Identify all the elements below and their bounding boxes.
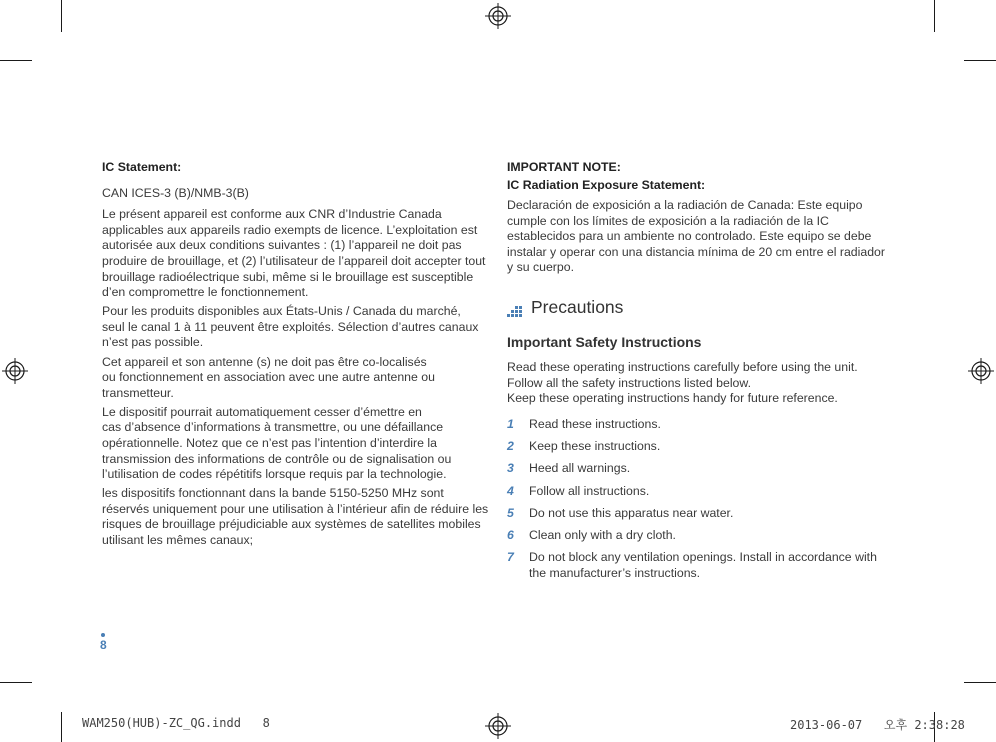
paragraph: CAN ICES-3 (B)/NMB-3(B) [102, 185, 249, 200]
list-text: Read these instructions. [529, 417, 661, 431]
list-text: Follow all instructions. [529, 484, 650, 498]
crop-mark [0, 60, 32, 61]
crop-mark [0, 682, 32, 683]
right-column [507, 158, 907, 588]
important-note-heading: IMPORTANT NOTE: [507, 160, 621, 174]
paragraph: Le dispositif pourrait automatiquement cesser d’émettre en cas d’absence d’informations à transmettre, ou une défaillance opérationnelle. Notez que ce n’est pas l’intention d’interdire la transmission des informations de contrôle ou de signalisation ou l’utilisation de codes répétitifs lorsque requis par la technologie. [102, 404, 452, 482]
list-text: Do not block any ventilation openings. Install in accordance with the manufacturer’s instructions. [529, 550, 877, 580]
list-number: 2 [507, 439, 514, 453]
list-text: Clean only with a dry cloth. [529, 528, 676, 542]
registration-mark-icon [485, 713, 511, 739]
list-number: 4 [507, 484, 514, 498]
list-text: Do not use this apparatus near water. [529, 506, 734, 520]
ic-radiation-heading: IC Radiation Exposure Statement: [507, 178, 706, 192]
list-number: 5 [507, 506, 514, 520]
registration-mark-icon [2, 358, 28, 384]
list-number: 1 [507, 417, 514, 431]
list-text: Heed all warnings. [529, 461, 631, 475]
crop-mark [964, 60, 996, 61]
crop-mark [964, 682, 996, 683]
paragraph: Le présent appareil est conforme aux CNR d’Industrie Canada applicables aux appareils radio exempts de licence. L’exploitation est autorisée aux deux conditions suivantes : (1) l’appareil ne doit pas produire de brouillage, et (2) l’utilisateur de l’appareil doit accepter tout brouillage radioélectrique subi, même si le brouillage est susceptible d’en compromettre le fonctionnement. [102, 207, 486, 300]
list-number: 6 [507, 528, 514, 542]
ic-statement-heading: IC Statement: [102, 160, 182, 174]
paragraph: les dispositifs fonctionnant dans la bande 5150-5250 MHz sont réservés uniquement pour une utilisation à l’intérieur afin de réduire les risques de brouillage préjudiciable aux systèmes de satellites mobiles utilisant les mêmes canaux; [102, 486, 489, 548]
footer-timestamp: 2013-06-07 오후 2:38:28 [790, 718, 965, 732]
radiation-statement: Declaración de exposición a la radiación de Canada: Este equipo cumple con los límites de exposición a la radiación de la IC establecidos para un ambiente no controlado. Este equipo se debe instalar y operar con una distancia mínima de 20 cm entre el radiador y su cuerpo. [507, 198, 885, 275]
crop-mark [61, 0, 62, 32]
list-number: 3 [507, 461, 514, 475]
left-column [102, 160, 494, 552]
page-number: 8 [100, 638, 107, 652]
list-number: 7 [507, 550, 514, 564]
crop-mark [61, 712, 62, 742]
safety-intro: Read these operating instructions carefully before using the unit. Follow all the safety instructions listed below. Keep these operating instructions handy for future reference. [507, 360, 858, 406]
paragraph: Cet appareil et son antenne (s) ne doit pas être co-localisés ou fonctionnement en association avec une autre antenne ou transmetteur. [102, 354, 435, 400]
page-number-dot [101, 633, 105, 637]
registration-mark-icon [968, 358, 994, 384]
footer-file-name: WAM250(HUB)-ZC_QG.indd 8 [82, 716, 270, 730]
precautions-title: Precautions [531, 297, 624, 317]
registration-mark-icon [485, 3, 511, 29]
bar-chart-icon [507, 304, 523, 318]
list-text: Keep these instructions. [529, 439, 661, 453]
paragraph: Pour les produits disponibles aux États-Unis / Canada du marché, seul le canal 1 à 11 peuvent être exploités. Sélection d’autres canaux n’est pas possible. [102, 304, 479, 350]
crop-mark [934, 0, 935, 32]
safety-instructions-title: Important Safety Instructions [507, 334, 702, 350]
